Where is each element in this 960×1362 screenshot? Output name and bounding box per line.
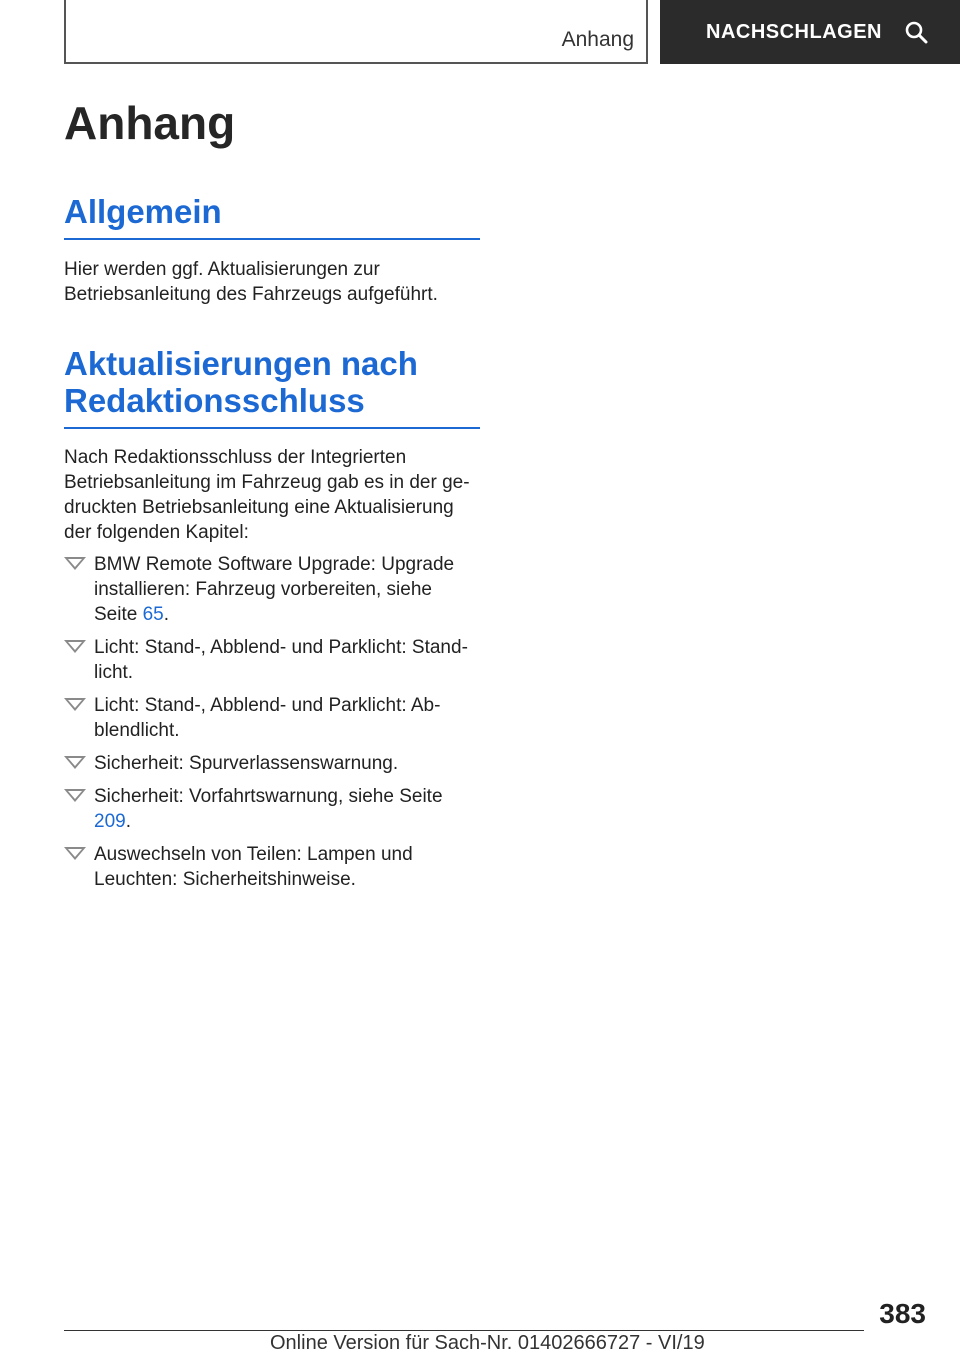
list-item-text: Sicherheit: Spurverlassenswarnung. bbox=[94, 753, 399, 774]
list-item-suffix: . bbox=[163, 604, 170, 625]
triangle-bullet-icon bbox=[64, 756, 86, 769]
paragraph-aktualisierungen: Nach Redaktionsschluss der Integrierten Betriebsanleitung im Fahrzeug gab es in der gedruckten Betriebsanleitung eine Aktualisierung der folgenden Kapitel: bbox=[64, 447, 470, 543]
triangle-bullet-icon bbox=[64, 698, 86, 711]
list-item-text: Licht: Stand-, Abblend- und Parklicht: Abblendlicht. bbox=[94, 695, 441, 741]
section-heading-allgemein: Allgemein bbox=[64, 193, 480, 240]
list-item-text: Auswechseln von Teilen: Lampen und Leuchten: Sicherheitshinweise. bbox=[94, 844, 413, 890]
list-item bbox=[64, 552, 480, 627]
list-item bbox=[64, 842, 480, 892]
page-number: 383 bbox=[879, 1298, 926, 1329]
triangle-bullet-icon bbox=[64, 789, 86, 802]
list-item-text: BMW Remote Software Upgrade: Upgrade installieren: Fahrzeug vorbereiten, siehe Seite bbox=[94, 554, 455, 625]
page-title: Anhang bbox=[64, 97, 236, 149]
footer-divider bbox=[64, 1330, 864, 1331]
chapter-list bbox=[64, 552, 480, 900]
list-item-text: Licht: Stand-, Abblend- und Parklicht: Standlicht. bbox=[94, 637, 468, 683]
list-item bbox=[64, 635, 480, 685]
search-icon[interactable] bbox=[904, 20, 928, 44]
list-item bbox=[64, 751, 480, 776]
list-item bbox=[64, 784, 480, 834]
tab-label: NACHSCHLAGEN bbox=[706, 20, 882, 43]
list-item-text: Sicherheit: Vorfahrtswarnung, siehe Seite bbox=[94, 786, 443, 807]
list-item bbox=[64, 693, 480, 743]
section-heading-aktualisierungen: Aktualisierungen nach Redaktionsschluss bbox=[64, 345, 480, 429]
footer-text: Online Version für Sach-Nr. 01402666727 - VI/19 bbox=[270, 1332, 705, 1354]
page-link[interactable]: 65 bbox=[142, 604, 164, 625]
triangle-bullet-icon bbox=[64, 847, 86, 860]
triangle-bullet-icon bbox=[64, 640, 86, 653]
paragraph-allgemein: Hier werden ggf. Aktualisierungen zur Betriebsanleitung des Fahrzeugs aufgeführt. bbox=[64, 259, 438, 305]
list-item-suffix: . bbox=[125, 811, 131, 832]
header-section-label: Anhang bbox=[561, 28, 634, 51]
header-box bbox=[64, 0, 648, 64]
page-link[interactable]: 209 bbox=[94, 811, 126, 832]
triangle-bullet-icon bbox=[64, 557, 86, 570]
nachschlagen-tab[interactable] bbox=[660, 0, 960, 64]
